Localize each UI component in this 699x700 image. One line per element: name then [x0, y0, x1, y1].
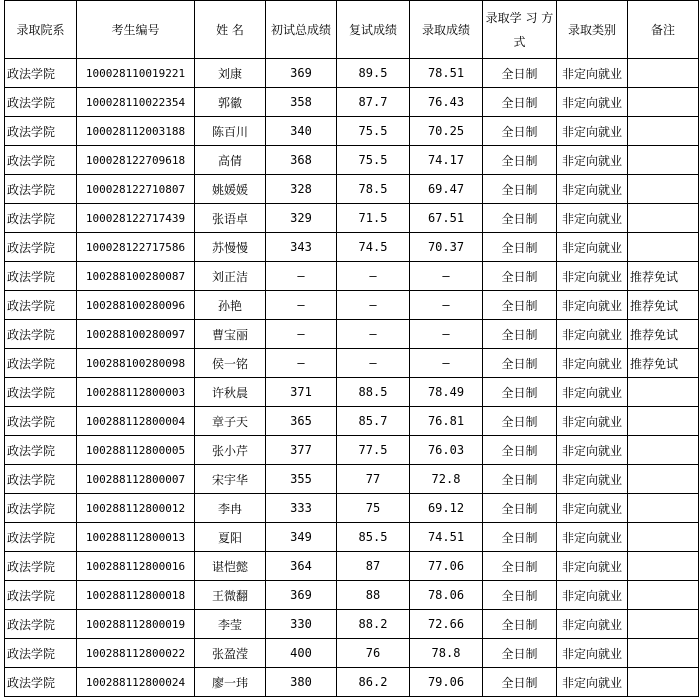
cell-prelim: 380 [266, 668, 337, 697]
table-row [5, 610, 699, 639]
cell-school: 政法学院 [5, 523, 77, 552]
cell-school: 政法学院 [5, 117, 77, 146]
cell-school: 政法学院 [5, 494, 77, 523]
header-id: 考生编号 [77, 1, 195, 59]
cell-retest: 76 [337, 639, 410, 668]
cell-note [628, 378, 699, 407]
cell-school: 政法学院 [5, 639, 77, 668]
admission-table [4, 0, 699, 697]
cell-final: — [410, 320, 483, 349]
cell-final: — [410, 349, 483, 378]
table-row [5, 59, 699, 88]
cell-retest: 74.5 [337, 233, 410, 262]
cell-name: 刘正洁 [195, 262, 266, 291]
cell-type: 非定向就业 [557, 204, 628, 233]
cell-id: 100288100280096 [77, 291, 195, 320]
cell-id: 100028122717586 [77, 233, 195, 262]
cell-name: 刘康 [195, 59, 266, 88]
cell-retest: 88 [337, 581, 410, 610]
cell-prelim: 340 [266, 117, 337, 146]
cell-final: — [410, 291, 483, 320]
table-row [5, 668, 699, 697]
cell-school: 政法学院 [5, 146, 77, 175]
cell-school: 政法学院 [5, 581, 77, 610]
cell-mode: 全日制 [483, 349, 557, 378]
cell-final: 76.81 [410, 407, 483, 436]
cell-note [628, 407, 699, 436]
cell-prelim: 369 [266, 581, 337, 610]
header-note: 备注 [628, 1, 699, 59]
cell-mode: 全日制 [483, 291, 557, 320]
cell-school: 政法学院 [5, 291, 77, 320]
cell-type: 非定向就业 [557, 581, 628, 610]
cell-type: 非定向就业 [557, 639, 628, 668]
cell-note [628, 465, 699, 494]
table-row [5, 349, 699, 378]
table-row [5, 320, 699, 349]
cell-school: 政法学院 [5, 436, 77, 465]
cell-type: 非定向就业 [557, 291, 628, 320]
cell-name: 孙艳 [195, 291, 266, 320]
cell-name: 夏阳 [195, 523, 266, 552]
cell-retest: 75 [337, 494, 410, 523]
cell-school: 政法学院 [5, 320, 77, 349]
cell-school: 政法学院 [5, 349, 77, 378]
table-row [5, 436, 699, 465]
cell-note [628, 639, 699, 668]
cell-type: 非定向就业 [557, 233, 628, 262]
cell-school: 政法学院 [5, 552, 77, 581]
cell-type: 非定向就业 [557, 523, 628, 552]
cell-mode: 全日制 [483, 59, 557, 88]
cell-name: 宋宇华 [195, 465, 266, 494]
cell-name: 许秋晨 [195, 378, 266, 407]
cell-final: 79.06 [410, 668, 483, 697]
cell-mode: 全日制 [483, 668, 557, 697]
cell-name: 谌恺懿 [195, 552, 266, 581]
cell-id: 100288112800024 [77, 668, 195, 697]
cell-note [628, 436, 699, 465]
cell-type: 非定向就业 [557, 320, 628, 349]
cell-final: 72.8 [410, 465, 483, 494]
cell-retest: 85.7 [337, 407, 410, 436]
cell-final: 76.03 [410, 436, 483, 465]
cell-name: 张盈滢 [195, 639, 266, 668]
cell-prelim: 333 [266, 494, 337, 523]
cell-school: 政法学院 [5, 175, 77, 204]
header-final: 录取成绩 [410, 1, 483, 59]
cell-type: 非定向就业 [557, 465, 628, 494]
cell-note [628, 59, 699, 88]
cell-final: 69.12 [410, 494, 483, 523]
table-row [5, 465, 699, 494]
cell-name: 章子天 [195, 407, 266, 436]
header-retest: 复试成绩 [337, 1, 410, 59]
table-row [5, 117, 699, 146]
cell-id: 100028112003188 [77, 117, 195, 146]
cell-mode: 全日制 [483, 233, 557, 262]
header-type: 录取类别 [557, 1, 628, 59]
header-mode: 录取学 习 方式 [483, 1, 557, 59]
table-row [5, 639, 699, 668]
cell-retest: 77.5 [337, 436, 410, 465]
cell-note [628, 117, 699, 146]
cell-final: 69.47 [410, 175, 483, 204]
cell-mode: 全日制 [483, 146, 557, 175]
cell-note [628, 610, 699, 639]
cell-final: 78.49 [410, 378, 483, 407]
cell-type: 非定向就业 [557, 349, 628, 378]
cell-type: 非定向就业 [557, 552, 628, 581]
table-row [5, 175, 699, 204]
cell-name: 陈百川 [195, 117, 266, 146]
cell-mode: 全日制 [483, 262, 557, 291]
cell-note [628, 523, 699, 552]
cell-retest: — [337, 291, 410, 320]
cell-final: 78.51 [410, 59, 483, 88]
cell-type: 非定向就业 [557, 175, 628, 204]
cell-prelim: 400 [266, 639, 337, 668]
table-row [5, 291, 699, 320]
table-row [5, 378, 699, 407]
cell-type: 非定向就业 [557, 668, 628, 697]
cell-prelim: 329 [266, 204, 337, 233]
cell-id: 100288100280097 [77, 320, 195, 349]
cell-id: 100288112800022 [77, 639, 195, 668]
cell-mode: 全日制 [483, 465, 557, 494]
cell-type: 非定向就业 [557, 436, 628, 465]
cell-retest: 75.5 [337, 146, 410, 175]
cell-name: 李莹 [195, 610, 266, 639]
cell-type: 非定向就业 [557, 59, 628, 88]
cell-id: 100288112800016 [77, 552, 195, 581]
cell-mode: 全日制 [483, 581, 557, 610]
cell-name: 张语卓 [195, 204, 266, 233]
table-row [5, 523, 699, 552]
cell-type: 非定向就业 [557, 146, 628, 175]
cell-id: 100288112800003 [77, 378, 195, 407]
cell-mode: 全日制 [483, 88, 557, 117]
cell-type: 非定向就业 [557, 378, 628, 407]
cell-retest: 75.5 [337, 117, 410, 146]
cell-prelim: — [266, 291, 337, 320]
cell-name: 廖一玮 [195, 668, 266, 697]
cell-prelim: 328 [266, 175, 337, 204]
cell-note [628, 233, 699, 262]
cell-prelim: 364 [266, 552, 337, 581]
cell-prelim: 343 [266, 233, 337, 262]
cell-retest: — [337, 349, 410, 378]
cell-school: 政法学院 [5, 59, 77, 88]
cell-final: 76.43 [410, 88, 483, 117]
cell-id: 100028122710807 [77, 175, 195, 204]
cell-school: 政法学院 [5, 233, 77, 262]
cell-type: 非定向就业 [557, 117, 628, 146]
cell-final: — [410, 262, 483, 291]
table-row [5, 233, 699, 262]
cell-final: 74.51 [410, 523, 483, 552]
cell-retest: 78.5 [337, 175, 410, 204]
cell-name: 王微翻 [195, 581, 266, 610]
cell-mode: 全日制 [483, 552, 557, 581]
cell-mode: 全日制 [483, 175, 557, 204]
header-name: 姓 名 [195, 1, 266, 59]
cell-id: 100288100280087 [77, 262, 195, 291]
cell-school: 政法学院 [5, 262, 77, 291]
cell-id: 100028122709618 [77, 146, 195, 175]
cell-name: 姚媛媛 [195, 175, 266, 204]
cell-name: 李冉 [195, 494, 266, 523]
cell-mode: 全日制 [483, 204, 557, 233]
cell-name: 曹宝丽 [195, 320, 266, 349]
cell-mode: 全日制 [483, 436, 557, 465]
cell-prelim: 371 [266, 378, 337, 407]
cell-retest: 87.7 [337, 88, 410, 117]
cell-prelim: 377 [266, 436, 337, 465]
cell-final: 74.17 [410, 146, 483, 175]
cell-school: 政法学院 [5, 204, 77, 233]
cell-note: 推荐免试 [628, 349, 699, 378]
cell-prelim: 355 [266, 465, 337, 494]
cell-mode: 全日制 [483, 407, 557, 436]
cell-note [628, 581, 699, 610]
cell-mode: 全日制 [483, 639, 557, 668]
cell-note: 推荐免试 [628, 262, 699, 291]
cell-retest: 89.5 [337, 59, 410, 88]
cell-note [628, 146, 699, 175]
table-row [5, 204, 699, 233]
cell-prelim: 330 [266, 610, 337, 639]
cell-final: 72.66 [410, 610, 483, 639]
cell-final: 78.06 [410, 581, 483, 610]
cell-prelim: 358 [266, 88, 337, 117]
cell-id: 100288112800004 [77, 407, 195, 436]
cell-final: 70.25 [410, 117, 483, 146]
table-row [5, 262, 699, 291]
cell-retest: 86.2 [337, 668, 410, 697]
header-row [5, 1, 699, 59]
cell-name: 高倩 [195, 146, 266, 175]
cell-id: 100288112800012 [77, 494, 195, 523]
cell-retest: 88.5 [337, 378, 410, 407]
cell-retest: 87 [337, 552, 410, 581]
cell-id: 100028122717439 [77, 204, 195, 233]
header-school: 录取院系 [5, 1, 77, 59]
cell-prelim: — [266, 320, 337, 349]
cell-prelim: 365 [266, 407, 337, 436]
cell-note [628, 204, 699, 233]
cell-prelim: — [266, 349, 337, 378]
table-row [5, 146, 699, 175]
cell-mode: 全日制 [483, 378, 557, 407]
table-row [5, 581, 699, 610]
cell-type: 非定向就业 [557, 494, 628, 523]
cell-school: 政法学院 [5, 378, 77, 407]
cell-prelim: 368 [266, 146, 337, 175]
cell-type: 非定向就业 [557, 262, 628, 291]
cell-name: 张小芹 [195, 436, 266, 465]
cell-note [628, 494, 699, 523]
cell-note [628, 552, 699, 581]
cell-name: 苏慢慢 [195, 233, 266, 262]
cell-id: 100028110022354 [77, 88, 195, 117]
cell-id: 100028110019221 [77, 59, 195, 88]
cell-final: 78.8 [410, 639, 483, 668]
cell-prelim: 369 [266, 59, 337, 88]
cell-mode: 全日制 [483, 117, 557, 146]
cell-note [628, 88, 699, 117]
cell-note [628, 175, 699, 204]
header-prelim: 初试总成绩 [266, 1, 337, 59]
cell-name: 郭徽 [195, 88, 266, 117]
cell-note: 推荐免试 [628, 320, 699, 349]
cell-prelim: — [266, 262, 337, 291]
cell-school: 政法学院 [5, 465, 77, 494]
cell-retest: 77 [337, 465, 410, 494]
cell-id: 100288112800013 [77, 523, 195, 552]
cell-school: 政法学院 [5, 88, 77, 117]
cell-school: 政法学院 [5, 407, 77, 436]
cell-id: 100288100280098 [77, 349, 195, 378]
cell-id: 100288112800019 [77, 610, 195, 639]
cell-id: 100288112800007 [77, 465, 195, 494]
cell-note: 推荐免试 [628, 291, 699, 320]
cell-retest: 71.5 [337, 204, 410, 233]
cell-school: 政法学院 [5, 610, 77, 639]
cell-final: 67.51 [410, 204, 483, 233]
cell-final: 77.06 [410, 552, 483, 581]
cell-mode: 全日制 [483, 610, 557, 639]
table-row [5, 407, 699, 436]
cell-id: 100288112800005 [77, 436, 195, 465]
cell-mode: 全日制 [483, 320, 557, 349]
cell-prelim: 349 [266, 523, 337, 552]
cell-type: 非定向就业 [557, 407, 628, 436]
cell-note [628, 668, 699, 697]
cell-school: 政法学院 [5, 668, 77, 697]
cell-mode: 全日制 [483, 523, 557, 552]
cell-final: 70.37 [410, 233, 483, 262]
cell-type: 非定向就业 [557, 610, 628, 639]
cell-retest: 88.2 [337, 610, 410, 639]
cell-retest: — [337, 262, 410, 291]
cell-type: 非定向就业 [557, 88, 628, 117]
table-row [5, 552, 699, 581]
cell-retest: 85.5 [337, 523, 410, 552]
cell-id: 100288112800018 [77, 581, 195, 610]
cell-name: 侯一铭 [195, 349, 266, 378]
cell-retest: — [337, 320, 410, 349]
table-row [5, 88, 699, 117]
cell-mode: 全日制 [483, 494, 557, 523]
table-row [5, 494, 699, 523]
